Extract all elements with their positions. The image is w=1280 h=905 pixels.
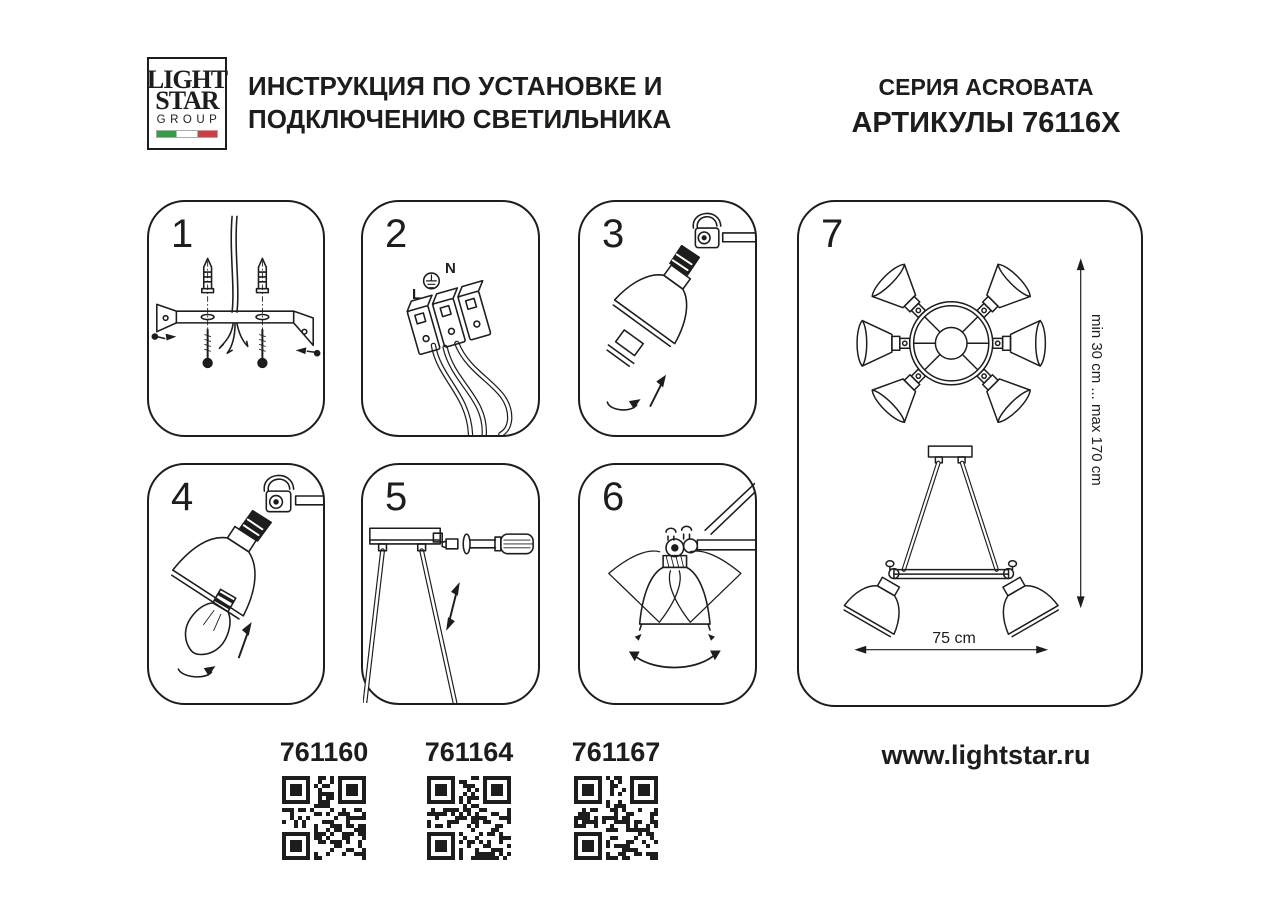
step-4-panel xyxy=(147,463,325,705)
page-title xyxy=(248,70,671,136)
step-1-panel xyxy=(147,200,325,437)
series-name: СЕРИЯ ACROBATA xyxy=(878,74,1094,100)
qr-code xyxy=(427,776,511,860)
step-number: 1 xyxy=(171,212,194,256)
step-2-panel xyxy=(361,200,540,437)
logo-light: LIGHT xyxy=(146,65,228,94)
series-articles: АРТИКУЛЫ 76116X xyxy=(851,107,1121,139)
qr-code xyxy=(282,776,366,860)
step-number: 5 xyxy=(385,475,408,519)
series-info xyxy=(826,74,1146,140)
height-dimension-label: min 30 cm ... max 170 cm xyxy=(1088,314,1105,486)
step-7-panel xyxy=(797,200,1143,707)
step-number: 7 xyxy=(821,212,844,256)
chandelier-drawing xyxy=(799,202,1141,705)
title-line-1: ИНСТРУКЦИЯ ПО УСТАНОВКЕ И xyxy=(248,71,663,101)
article-code: 761167 xyxy=(571,737,661,767)
qr-code xyxy=(574,776,658,860)
step-3-panel xyxy=(578,200,757,437)
width-dimension-label: 75 cm xyxy=(932,630,976,647)
article-code: 761164 xyxy=(424,737,514,767)
step-5-panel xyxy=(361,463,540,705)
step-number: 6 xyxy=(602,475,625,519)
terminal-l-label: L xyxy=(412,286,422,303)
title-line-2: ПОДКЛЮЧЕНИЮ СВЕТИЛЬНИКА xyxy=(248,104,672,134)
italian-flag-icon xyxy=(156,130,218,138)
step-number: 3 xyxy=(602,212,625,256)
step-number: 2 xyxy=(385,212,408,256)
terminal-n-label: N xyxy=(445,260,456,277)
article-code: 761160 xyxy=(279,737,369,767)
logo-group: GROUP xyxy=(156,114,222,126)
lightstar-logo xyxy=(147,57,227,150)
logo-star: STAR xyxy=(155,86,219,115)
step-6-panel xyxy=(578,463,757,705)
step-number: 4 xyxy=(171,475,194,519)
website-url: www.lightstar.ru xyxy=(881,740,1091,770)
